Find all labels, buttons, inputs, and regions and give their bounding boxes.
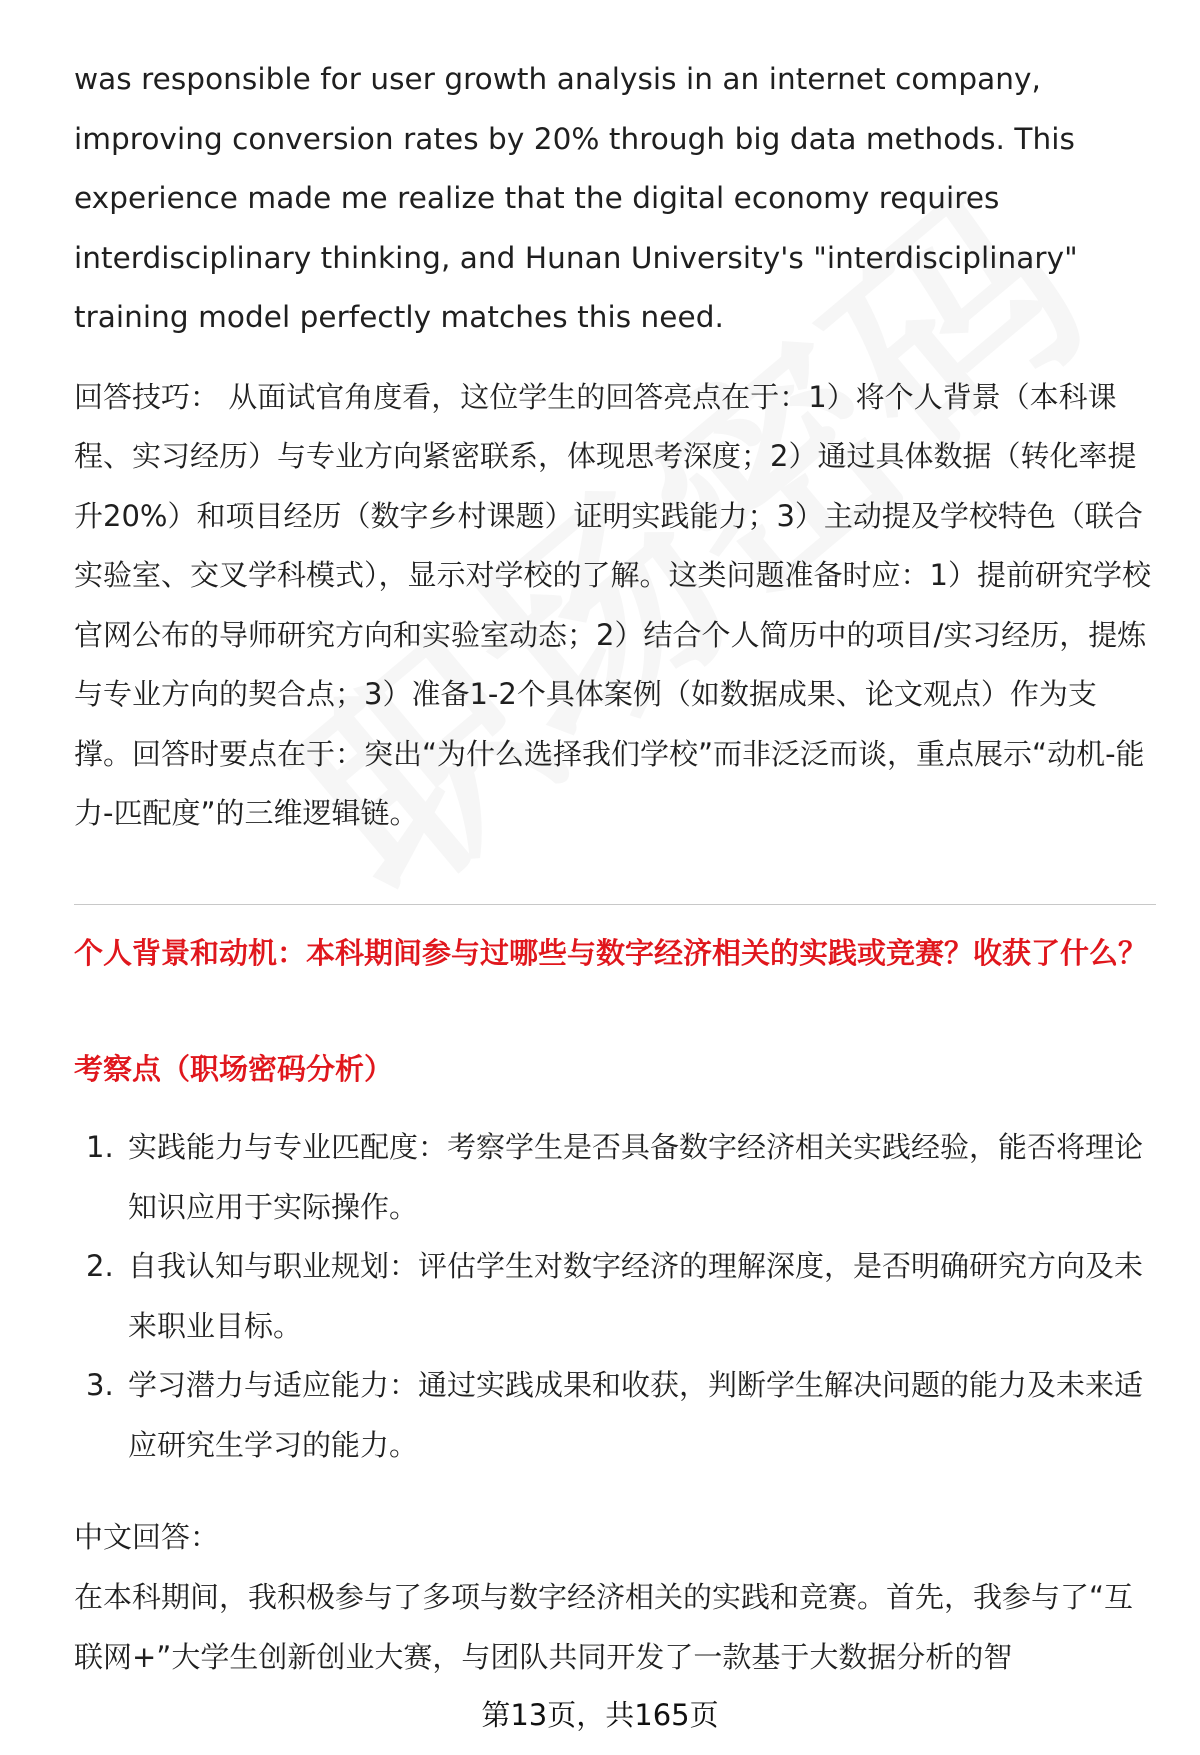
list-item bbox=[74, 1356, 1156, 1475]
content-top bbox=[74, 50, 1154, 844]
list-item-text: 学习潜力与适应能力：通过实践成果和收获，判断学生解决问题的能力及未来适应研究生学习的能力。 bbox=[128, 1368, 1144, 1462]
list-item-number: 1. bbox=[86, 1130, 114, 1164]
answer-label: 中文回答： bbox=[74, 1520, 220, 1554]
list-item-text: 自我认知与职业规划：评估学生对数字经济的理解深度，是否明确研究方向及未来职业目标。 bbox=[128, 1249, 1144, 1343]
assessment-subheading: 考察点（职场密码分析） bbox=[74, 1052, 394, 1086]
list-item-number: 3. bbox=[86, 1368, 114, 1402]
section-divider bbox=[74, 904, 1156, 905]
list-item bbox=[74, 1118, 1156, 1237]
answer-paragraph: 在本科期间，我积极参与了多项与数字经济相关的实践和竞赛。首先，我参与了“互联网+”大学生创新创业大赛，与团队共同开发了一款基于大数据分析的智 bbox=[74, 1580, 1134, 1674]
list-item bbox=[74, 1237, 1156, 1356]
list-item-number: 2. bbox=[86, 1249, 114, 1283]
assessment-list bbox=[74, 1118, 1156, 1475]
question-heading: 个人背景和动机：本科期间参与过哪些与数字经济相关的实践或竞赛？收获了什么？ bbox=[74, 936, 1148, 970]
page-number-footer: 第13页，共165页 bbox=[481, 1698, 719, 1732]
tips-paragraph: 回答技巧： 从面试官角度看，这位学生的回答亮点在于：1）将个人背景（本科课程、实习经历）与专业方向紧密联系，体现思考深度；2）通过具体数据（转化率提升20%）和项目经历（数字乡村课题）证明实践能力；3）主动提及学校特色（联合实验室、交叉学科模式），显示对学校的了解。这类问题准备时应：1）提前研究学校官网公布的导师研究方向和实验室动态；2）结合个人简历中的项目/实习经历，提炼与专业方向的契合点；3）准备1-2个具体案例（如数据成果、论文观点）作为支撑。回答时要点在于：突出“为什么选择我们学校”而非泛泛而谈，重点展示“动机-能力-匹配度”的三维逻辑链。 bbox=[74, 379, 1151, 830]
intro-paragraph: was responsible for user growth analysis in an internet company, improving conversion rates by 20% through big data methods. This experience made me realize that the digital economy requires interdisciplinary thinking, and Hunan University's "interdisciplinary" training model perfectly matches this need. bbox=[74, 62, 1078, 334]
list-item-text: 实践能力与专业匹配度：考察学生是否具备数字经济相关实践经验，能否将理论知识应用于实际操作。 bbox=[128, 1130, 1144, 1224]
